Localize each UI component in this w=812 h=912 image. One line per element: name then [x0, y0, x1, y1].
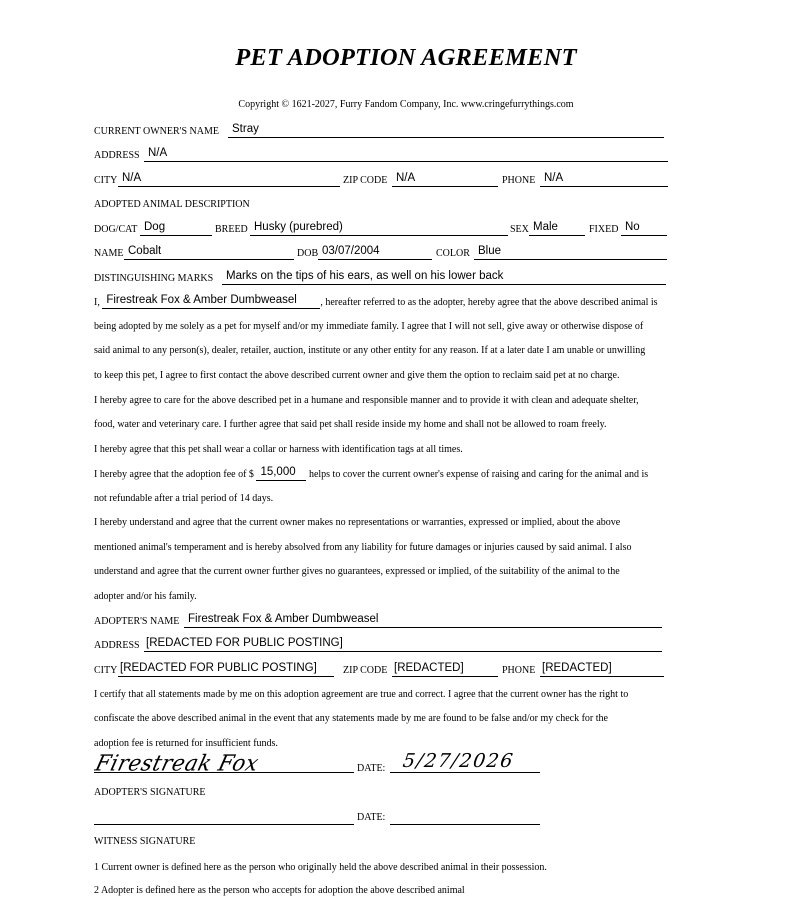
certify-line-3: adoption fee is returned for insufficient funds. — [94, 738, 278, 749]
agreement-p2-line-1: I hereby agree to care for the above described pet in a humane and responsible manner and to provide it with clean and adequate shelter, — [94, 395, 639, 406]
agreement-fee-line — [94, 467, 694, 481]
agreement-p5-line-3: understand and agree that the current owner further gives no guarantees, expressed or implied, of the suitability of the animal to the — [94, 566, 620, 577]
agreement-p5-line-1: I hereby understand and agree that the current owner makes no representations or warranties, expressed or implied, about the above — [94, 517, 621, 528]
witness-date-field[interactable] — [390, 810, 540, 825]
owner-name-label: CURRENT OWNER'S NAME — [94, 126, 219, 137]
animal-marks-field[interactable] — [222, 270, 666, 285]
animal-sex-field[interactable] — [529, 221, 585, 236]
animal-marks-value: Marks on the tips of his ears, as well on his lower back — [226, 270, 504, 282]
animal-marks-label: DISTINGUISHING MARKS — [94, 273, 214, 284]
adopter-name-value: Firestreak Fox & Amber Dumbweasel — [188, 613, 379, 625]
owner-phone-value: N/A — [544, 172, 564, 184]
adopter-city-row — [94, 659, 674, 677]
owner-address-field[interactable] — [144, 147, 668, 162]
animal-section-row — [94, 193, 394, 211]
witness-date-label: DATE: — [357, 812, 386, 823]
animal-name-value: Cobalt — [128, 245, 162, 257]
certify-line-1: I certify that all statements made by me on this adoption agreement are true and correct. I agree that the current owner has the right to — [94, 689, 629, 700]
animal-color-value: Blue — [478, 245, 502, 257]
adopter-date-label: DATE: — [357, 763, 386, 774]
owner-address-value: N/A — [148, 147, 168, 159]
animal-type-value: Dog — [144, 221, 166, 233]
animal-name-row — [94, 242, 674, 260]
agreement-p1-line-2: said animal to any person(s), dealer, retailer, auction, institute or any other entity for any reason. If at a later date I am unable or unwilling — [94, 345, 646, 356]
adopter-zip-value: [REDACTED] — [394, 662, 464, 674]
adopter-phone-label: PHONE — [502, 665, 536, 676]
animal-dob-value: 03/07/2004 — [322, 245, 380, 257]
witness-signature-field[interactable] — [94, 810, 354, 825]
owner-zip-label: ZIP CODE — [343, 175, 388, 186]
agreement-p5-line-4: adopter and/or his family. — [94, 591, 197, 602]
fee-suffix: helps to cover the current owner's expense of raising and caring for the animal and is — [308, 469, 649, 480]
document-title: PET ADOPTION AGREEMENT — [235, 44, 577, 71]
adopter-handwritten-signature: Firestreak Fox — [92, 750, 262, 776]
adopter-address-value: [REDACTED FOR PUBLIC POSTING] — [146, 637, 343, 649]
animal-marks-row — [94, 267, 674, 285]
animal-name-label: NAME — [94, 248, 124, 259]
footnote-1: 1 Current owner is defined here as the person who originally held the above described animal in their possession. — [94, 862, 547, 873]
owner-phone-label: PHONE — [502, 175, 536, 186]
owner-name-value: Stray — [232, 123, 259, 135]
adopter-city-value: [REDACTED FOR PUBLIC POSTING] — [120, 662, 317, 674]
certify-line-2: confiscate the above described animal in the event that any statements made by me are found to be false and/or my check for the — [94, 713, 608, 724]
owner-city-field[interactable] — [118, 172, 340, 187]
owner-address-label: ADDRESS — [94, 150, 140, 161]
adopter-handwritten-date: 5/27/2026 — [401, 750, 516, 772]
intro-suffix: , hereafter referred to as the adopter, hereby agree that the above described animal is — [320, 297, 658, 308]
animal-section-label: ADOPTED ANIMAL DESCRIPTION — [94, 199, 250, 210]
agreement-fee-line-2: not refundable after a trial period of 14 days. — [94, 493, 274, 504]
animal-color-label: COLOR — [436, 248, 470, 259]
fee-prefix: I hereby agree that the adoption fee of $ — [94, 469, 254, 480]
copyright-line: Copyright © 1621-2027, Furry Fandom Company, Inc. www.cringefurrythings.com — [238, 99, 574, 110]
owner-name-field[interactable] — [228, 123, 664, 138]
adopter-name-field[interactable] — [184, 613, 662, 628]
adopter-zip-field[interactable] — [392, 662, 498, 677]
adopter-name-label: ADOPTER'S NAME — [94, 616, 180, 627]
animal-type-field[interactable] — [140, 221, 212, 236]
adopter-address-field[interactable] — [144, 637, 662, 652]
animal-breed-value: Husky (purebred) — [254, 221, 343, 233]
intro-adopter-value: Firestreak Fox & Amber Dumbweasel — [106, 294, 297, 306]
adopter-city-field[interactable] — [118, 662, 334, 677]
owner-city-label: CITY — [94, 175, 118, 186]
animal-dob-field[interactable] — [318, 245, 432, 260]
adopter-zip-label: ZIP CODE — [343, 665, 388, 676]
agreement-p5-line-2: mentioned animal's temperament and is hereby absolved from any liability for future damages or injuries caused by said animal. I also — [94, 542, 632, 553]
owner-city-row — [94, 169, 674, 187]
owner-name-row — [94, 120, 674, 138]
agreement-p3: I hereby agree that this pet shall wear a collar or harness with identification tags at all times. — [94, 444, 463, 455]
animal-name-field[interactable] — [124, 245, 294, 260]
adopter-signature-label: ADOPTER'S SIGNATURE — [94, 787, 206, 798]
footnote-2: 2 Adopter is defined here as the person who accepts for adoption the above described animal — [94, 885, 465, 896]
animal-breed-field[interactable] — [250, 221, 508, 236]
owner-zip-field[interactable] — [392, 172, 498, 187]
intro-prefix: I, — [94, 297, 100, 308]
adopter-city-label: CITY — [94, 665, 118, 676]
animal-fixed-label: FIXED — [589, 224, 619, 235]
animal-fixed-field[interactable] — [621, 221, 667, 236]
adopter-phone-field[interactable] — [540, 662, 664, 677]
owner-phone-field[interactable] — [540, 172, 668, 187]
owner-zip-value: N/A — [396, 172, 416, 184]
animal-sex-value: Male — [533, 221, 558, 233]
adopter-name-row — [94, 610, 674, 628]
animal-type-label: DOG/CAT — [94, 224, 138, 235]
adopter-address-label: ADDRESS — [94, 640, 140, 651]
agreement-p2-line-2: food, water and veterinary care. I further agree that said pet shall reside inside my home and shall not be allowed to roam freely. — [94, 419, 607, 430]
adopter-phone-value: [REDACTED] — [542, 662, 612, 674]
witness-signature-label: WITNESS SIGNATURE — [94, 836, 196, 847]
animal-dob-label: DOB — [297, 248, 319, 259]
adopter-address-row — [94, 634, 674, 652]
agreement-p1-line-1: being adopted by me solely as a pet for myself and/or my immediate family. I agree that I will not sell, give away or otherwise dispose of — [94, 321, 644, 332]
fee-field[interactable] — [256, 467, 306, 481]
intro-adopter-field[interactable] — [102, 295, 320, 309]
animal-breed-label: BREED — [215, 224, 248, 235]
agreement-p1-line-3: to keep this pet, I agree to first contact the above described current owner and give them the option to reclaim said pet at no charge. — [94, 370, 620, 381]
animal-fixed-value: No — [625, 221, 640, 233]
animal-type-row — [94, 218, 674, 236]
fee-value: 15,000 — [260, 466, 296, 478]
agreement-intro — [94, 295, 694, 309]
animal-color-field[interactable] — [474, 245, 667, 260]
animal-sex-label: SEX — [510, 224, 529, 235]
owner-city-value: N/A — [122, 172, 142, 184]
owner-address-row — [94, 144, 674, 162]
